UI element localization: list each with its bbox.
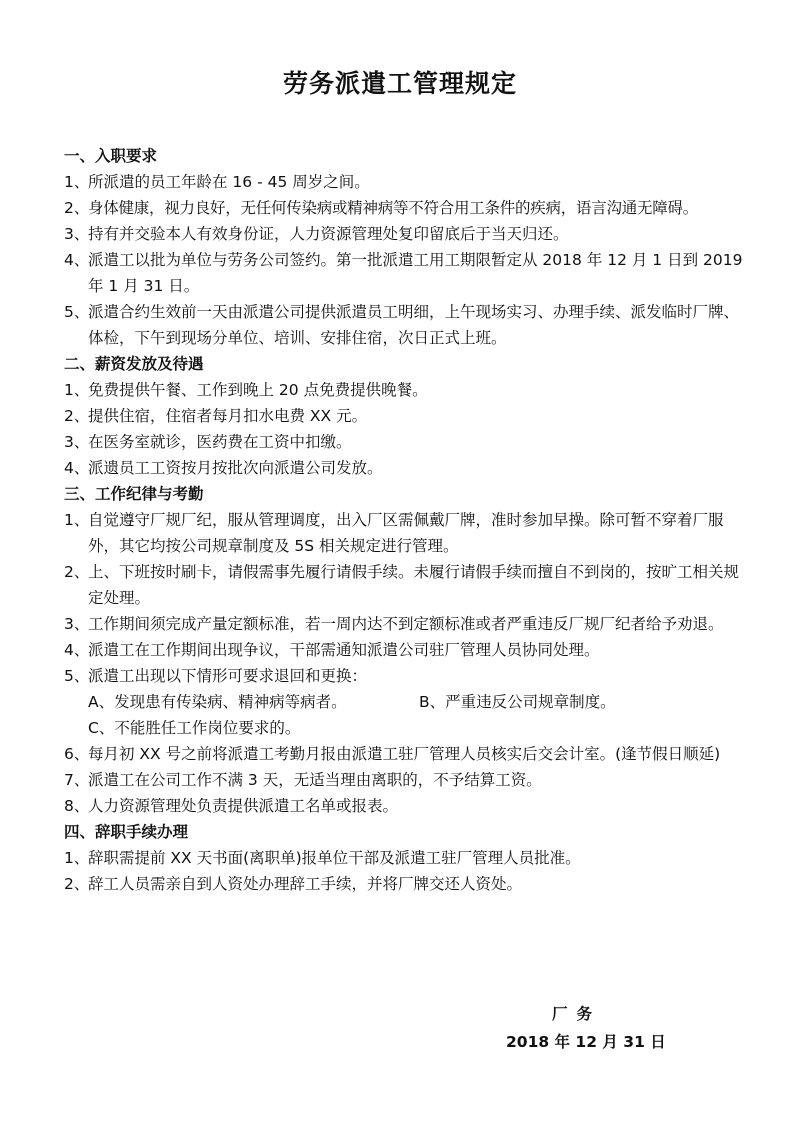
item-number: 1、 xyxy=(64,173,90,191)
item-number: 4、 xyxy=(64,251,90,269)
item-number: 5、 xyxy=(64,303,90,321)
item-number: 6、 xyxy=(64,745,90,763)
list-item xyxy=(64,377,744,403)
item-number: 3、 xyxy=(64,433,90,451)
item-number: 3、 xyxy=(64,225,90,243)
list-item xyxy=(64,871,744,897)
list-item xyxy=(64,195,744,221)
item-text: 辞工人员需亲自到人资处办理辞工手续，并将厂牌交还人资处。 xyxy=(88,875,523,893)
list-item xyxy=(64,559,744,611)
item-text: 每月初 XX 号之前将派遣工考勤月报由派遣工驻厂管理人员核实后交会计室。(逢节假日顺延) xyxy=(88,745,721,763)
item-text: 所派遣的员工年龄在 16 - 45 周岁之间。 xyxy=(88,173,370,191)
document-body xyxy=(64,143,744,897)
sub-row xyxy=(88,689,744,715)
item-number: 7、 xyxy=(64,771,90,789)
item-number: 1、 xyxy=(64,849,90,867)
item-text: 免费提供午餐、工作到晚上 20 点免费提供晚餐。 xyxy=(88,381,428,399)
list-item xyxy=(64,793,744,819)
list-item xyxy=(64,403,744,429)
sub-item-c: C、不能胜任工作岗位要求的。 xyxy=(88,719,301,737)
sub-row xyxy=(88,715,744,741)
list-item xyxy=(64,845,744,871)
item-text: 身体健康，视力良好，无任何传染病或精神病等不符合用工条件的疾病，语言沟通无障碍。 xyxy=(88,199,699,217)
list-item xyxy=(64,611,744,637)
item-number: 2、 xyxy=(64,407,90,425)
section-heading-discipline: 三、工作纪律与考勤 xyxy=(64,485,204,503)
item-text: 提供住宿，住宿者每月扣水电费 XX 元。 xyxy=(88,407,368,425)
list-item xyxy=(64,741,744,767)
item-text: 上、下班按时刷卡，请假需事先履行请假手续。未履行请假手续而擅自不到岗的，按旷工相关规定处理。 xyxy=(88,563,740,607)
list-item xyxy=(64,299,744,351)
list-item xyxy=(64,247,744,299)
list-item xyxy=(64,429,744,455)
item-number: 8、 xyxy=(64,797,90,815)
item-text: 辞职需提前 XX 天书面(离职单)报单位干部及派遣工驻厂管理人员批准。 xyxy=(88,849,581,867)
list-item xyxy=(64,507,744,559)
item-text: 工作期间须完成产量定额标准，若一周内达不到定额标准或者严重违反厂规厂纪者给予劝退。 xyxy=(88,615,724,633)
item-text: 派遗员工工资按月按批次向派遣公司发放。 xyxy=(88,459,383,477)
signature-date: 2018 年 12 月 31 日 xyxy=(506,1033,666,1051)
document-title: 劳务派遣工管理规定 xyxy=(282,69,517,98)
item-text: 派遣工在工作期间出现争议，干部需通知派遣公司驻厂管理人员协同处理。 xyxy=(88,641,600,659)
item-text: 派遣工以批为单位与劳务公司签约。第一批派遣工用工期限暂定从 2018 年 12 月 1 日到 2019 年 1 月 31 日。 xyxy=(88,251,743,295)
signature-org: 厂务 xyxy=(552,1005,602,1023)
section-heading-entry-requirements: 一、入职要求 xyxy=(64,147,158,165)
item-number: 4、 xyxy=(64,641,90,659)
section-heading-resignation: 四、辞职手续办理 xyxy=(64,823,189,841)
list-item xyxy=(64,663,744,689)
item-number: 1、 xyxy=(64,381,90,399)
item-text: 持有并交验本人有效身份证，人力资源管理处复印留底后于当天归还。 xyxy=(88,225,569,243)
sub-list xyxy=(64,689,744,741)
item-number: 5、 xyxy=(64,667,90,685)
item-text: 派遣合约生效前一天由派遣公司提供派遣员工明细，上午现场实习、办理手续、派发临时厂牌、体检，下午到现场分单位、培训、安排住宿，次日正式上班。 xyxy=(88,303,740,347)
list-item xyxy=(64,455,744,481)
item-number: 1、 xyxy=(64,511,90,529)
list-item xyxy=(64,637,744,663)
list-item xyxy=(64,767,744,793)
item-number: 2、 xyxy=(64,875,90,893)
section-heading-salary: 二、薪资发放及待遇 xyxy=(64,355,204,373)
item-text: 派遣工出现以下情形可要求退回和更换： xyxy=(88,667,368,685)
item-text: 派遣工在公司工作不满 3 天，无适当理由离职的，不予结算工资。 xyxy=(88,771,542,789)
list-item xyxy=(64,221,744,247)
item-text: 自觉遵守厂规厂纪，服从管理调度，出入厂区需佩戴厂牌，准时参加早操。除可暂不穿着厂服外，其它均按公司规章制度及 5S 相关规定进行管理。 xyxy=(88,511,724,555)
item-number: 3、 xyxy=(64,615,90,633)
item-text: 人力资源管理处负责提供派遣工名单或报表。 xyxy=(88,797,399,815)
item-number: 2、 xyxy=(64,563,90,581)
sub-item-a: A、发现患有传染病、精神病等病者。 xyxy=(88,693,347,711)
item-number: 4、 xyxy=(64,459,90,477)
item-text: 在医务室就诊，医药费在工资中扣缴。 xyxy=(88,433,352,451)
sub-item-b: B、严重违反公司规章制度。 xyxy=(419,693,616,711)
item-number: 2、 xyxy=(64,199,90,217)
list-item xyxy=(64,169,744,195)
